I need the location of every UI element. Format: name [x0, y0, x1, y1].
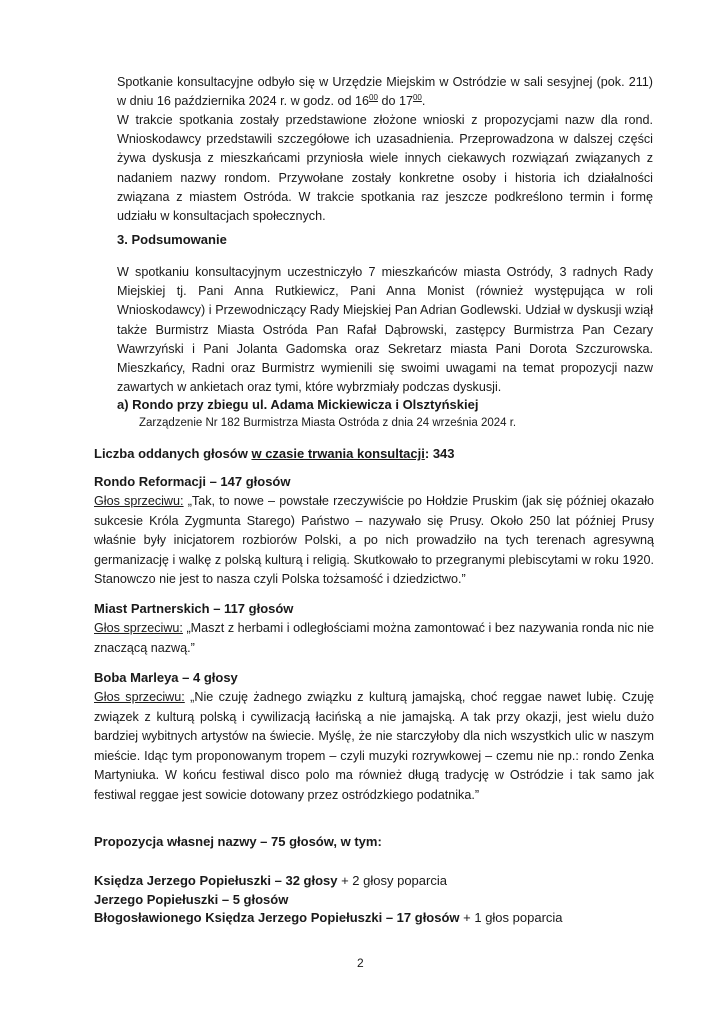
- decree-reference: Zarządzenie Nr 182 Burmistrza Miasta Ostróda z dnia 24 września 2024 r.: [139, 417, 517, 429]
- proposal-item-3: [94, 910, 563, 925]
- objection-reformacji: [94, 492, 654, 590]
- page-number: 2: [357, 956, 364, 970]
- proposal-item-support: + 2 głosy poparcia: [337, 873, 447, 888]
- objection-label: Głos sprzeciwu:: [94, 494, 184, 508]
- intro-p1-text-c: .: [421, 94, 426, 109]
- votes-label-pre: Liczba oddanych głosów: [94, 446, 252, 461]
- objection-text: „Nie czuję żadnego związku z kulturą jamajską, choć reggae nawet lubię. Czuję związek z kulturą polską i cywilizacją łacińską a nie jamajską. A tak przy okazji, jest wielu dużo bardziej wybitnych artystów na świecie. Myślę, że nie starczyłoby dla nich wszystkich ulic w naszym mieście. Idąc tym proponowanym tropem – czyli muzyki rozrywkowej – czemu nie np.: rondo Zenka Martyniuka. W końcu festiwal disco polo ma również długą tradycję w Ostródzie i tak samo jak festiwal reggae jest sowicie dotowany przez ostródzkiego podatnika.”: [94, 690, 655, 802]
- votes-label-post: : 343: [424, 446, 455, 461]
- proposal-item-support: + 1 głos poparcia: [459, 910, 563, 925]
- proposal-item-bold: Błogosławionego Księdza Jerzego Popiełuszki – 17 głosów: [94, 910, 460, 925]
- proposal-item-2: [94, 892, 288, 907]
- time-end-sup: 00: [412, 93, 422, 103]
- name-title-miast-partnerskich: Miast Partnerskich – 117 głosów: [94, 601, 294, 616]
- objection-boba-marleya: [94, 688, 654, 806]
- intro-p1-text-a: Spotkanie konsultacyjne odbyło się w Urzędzie Miejskim w Ostródzie w sali sesyjnej (pok. 211) w dniu 16 października 2024 r. w godz. od 16: [117, 75, 653, 109]
- proposal-item-1: [94, 873, 447, 888]
- own-proposal-title: Propozycja własnej nazwy – 75 głosów, w tym:: [94, 834, 382, 849]
- objection-text: „Maszt z herbami i odległościami można zamontować i bez nazywania ronda nic nie znaczącą nazwą.”: [94, 621, 654, 655]
- objection-label: Głos sprzeciwu:: [94, 690, 185, 704]
- objection-label: Głos sprzeciwu:: [94, 621, 183, 635]
- name-title-reformacji: Rondo Reformacji – 147 głosów: [94, 474, 291, 489]
- name-title-boba-marleya: Boba Marleya – 4 głosy: [94, 670, 238, 685]
- time-start-sup: 00: [369, 93, 378, 103]
- votes-label-underlined: w czasie trwania konsultacji: [251, 446, 425, 461]
- section-3-heading: 3. Podsumowanie: [117, 232, 227, 247]
- votes-count-line: [94, 446, 455, 461]
- intro-p1-text-b: do 17: [377, 94, 413, 109]
- subsection-a-heading: a) Rondo przy zbiegu ul. Adama Mickiewicza i Olsztyńskiej: [117, 397, 479, 412]
- proposal-item-bold: Księdza Jerzego Popiełuszki – 32 głosy: [94, 873, 338, 888]
- proposal-item-bold: Jerzego Popiełuszki – 5 głosów: [94, 892, 289, 907]
- intro-paragraph-2: W trakcie spotkania zostały przedstawione złożone wnioski z propozycjami nazw dla rond. Wnioskodawcy przedstawili szczegółowe ich uzasadnienia. Przeprowadzona w dalszej części żywa dyskusja z mieszkańcami przyniosła wiele innych ciekawych rozwiązań związanych z nadaniem nazwy rondom. Przywołane zostały konkretne osoby i historia ich działalności związana z miastem Ostróda. W trakcie spotkania raz jeszcze podkreślono termin i formę udziału w konsultacjach społecznych.: [117, 113, 653, 224]
- intro-paragraph-1: [117, 73, 653, 111]
- section-3-paragraph: W spotkaniu konsultacyjnym uczestniczyło 7 mieszkańców miasta Ostródy, 3 radnych Rady Miejskiej tj. Pani Anna Rutkiewicz, Pani Anna Monist (również występująca w roli Wnioskodawcy) i Przewodniczący Rady Miejskiej Pan Adrian Godlewski. Udział w dyskusji wziął także Burmistrz Miasta Ostróda Pan Rafał Dąbrowski, zastępcy Burmistrza Pan Cezary Wawrzyński i Pani Jolanta Gadomska oraz Sekretarz miasta Pani Dorota Szczurowska. Mieszkańcy, Radni oraz Burmistrz wymienili się swoimi uwagami na temat propozycji nazw zawartych w ankietach oraz tymi, które wybrzmiały podczas dyskusji.: [117, 265, 653, 395]
- objection-text: „Tak, to nowe – powstałe rzeczywiście po Hołdzie Pruskim (jak się później okazało sukcesie Króla Zygmunta Starego) Państwo – nazywało się Prusy. Około 250 lat później Prusy właśnie były inicjatorem rozbiorów Polski, a po nich prowadziło na tych terenach agresywną germanizację i walkę z polską kulturą i religią. Skutkowało to przegranymi plebiscytami w roku 1920. Stanowczo nie jest to nasza czyli Polska tożsamość i dziedzictwo.”: [94, 494, 654, 587]
- objection-miast-partnerskich: [94, 619, 654, 658]
